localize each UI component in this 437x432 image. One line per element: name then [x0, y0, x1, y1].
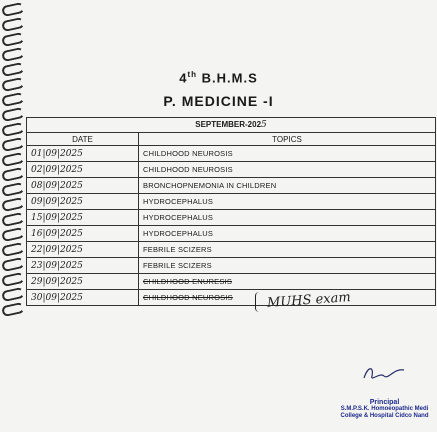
row-topic: HYDROCEPHALUS	[139, 210, 436, 226]
table-row	[27, 162, 436, 178]
row-date: 23|09|2025	[27, 258, 139, 274]
row-topic: CHILDHOOD NEUROSIS	[139, 146, 436, 162]
month-label: SEPTEMBER-2025	[27, 118, 436, 133]
table-row	[27, 210, 436, 226]
table-row	[27, 242, 436, 258]
row-date: 02|09|2025	[27, 162, 139, 178]
table-row	[27, 274, 436, 290]
row-date: 22|09|2025	[27, 242, 139, 258]
row-topic: FEBRILE SCIZERS	[139, 258, 436, 274]
row-topic: HYDROCEPHALUS	[139, 226, 436, 242]
course-heading: 4th B.H.M.S	[179, 70, 258, 86]
principal-stamp: Principal S.M.P.S.K. Homoeopathic Medi College & Hospital Cidco Nand	[340, 399, 429, 419]
table-row	[27, 258, 436, 274]
row-date: 09|09|2025	[27, 194, 139, 210]
row-date: 08|09|2025	[27, 178, 139, 194]
row-topic: BRONCHOPNEMONIA IN CHILDREN	[139, 178, 436, 194]
subject-heading: P. MEDICINE -I	[163, 93, 274, 109]
principal-signature	[360, 364, 406, 384]
row-date: 15|09|2025	[27, 210, 139, 226]
row-date: 29|09|2025	[27, 274, 139, 290]
table-row	[27, 290, 436, 306]
row-topic: CHILDHOOD NEUROSIS	[139, 290, 436, 306]
row-topic: HYDROCEPHALUS	[139, 194, 436, 210]
table-row	[27, 146, 436, 162]
row-date: 16|09|2025	[27, 226, 139, 242]
handwritten-note: MUHS exam	[266, 290, 352, 311]
schedule-table	[26, 117, 436, 306]
table-row	[27, 194, 436, 210]
schedule-rows	[27, 146, 436, 306]
table-row	[27, 226, 436, 242]
date-column-header: DATE	[27, 133, 139, 146]
row-date: 30|09|2025	[27, 290, 139, 306]
row-topic: FEBRILE SCIZERS	[139, 242, 436, 258]
row-date: 01|09|2025	[27, 146, 139, 162]
row-topic: CHILDHOOD NEUROSIS	[139, 162, 436, 178]
note-bracket	[255, 292, 264, 312]
topics-column-header: TOPICS	[139, 133, 436, 146]
table-row	[27, 178, 436, 194]
spiral-binding	[0, 0, 26, 432]
row-topic: CHILDHOOD ENURESIS	[139, 274, 436, 290]
